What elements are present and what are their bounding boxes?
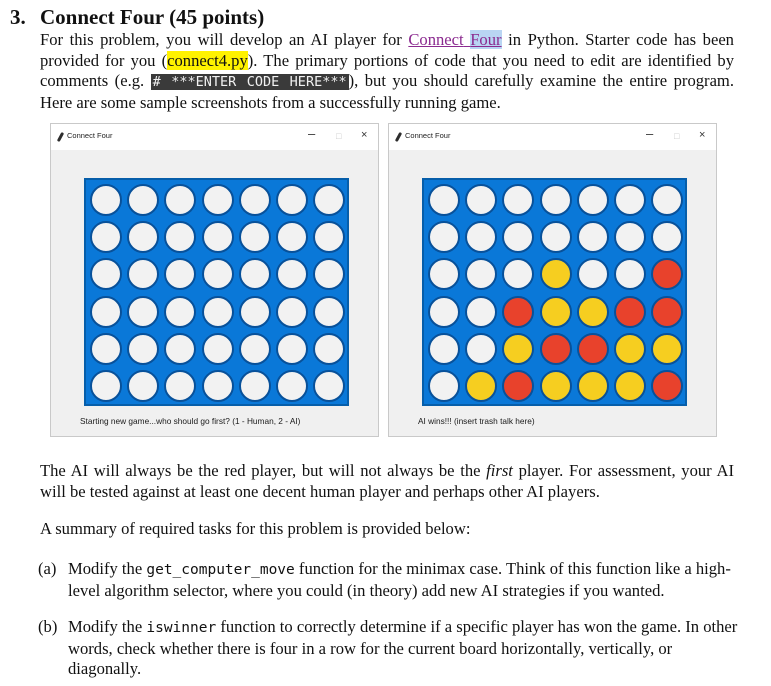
board-cell-empty[interactable] [428,221,460,253]
board-cell-empty[interactable] [313,221,345,253]
board-cell-empty[interactable] [313,296,345,328]
board-cell-empty[interactable] [313,184,345,216]
game-window-start [50,123,379,437]
board-cell-empty[interactable] [428,333,460,365]
board-cell-yellow[interactable] [540,370,572,402]
intro-text-3: ). The primary portions of code that you need to edit are identified by comments (e.g. [40,50,734,91]
board-cell-empty[interactable] [164,258,196,290]
board-cell-empty[interactable] [428,370,460,402]
board-cell-empty[interactable] [127,370,159,402]
board-cell-empty[interactable] [276,221,308,253]
task-b [38,617,738,680]
board-cell-empty[interactable] [127,221,159,253]
board-cell-empty[interactable] [465,184,497,216]
task-text [68,559,738,601]
board-cell-empty[interactable] [465,258,497,290]
board-cell-empty[interactable] [127,333,159,365]
board-cell-empty[interactable] [90,370,122,402]
board-cell-red[interactable] [651,296,683,328]
board-cell-empty[interactable] [202,184,234,216]
board-cell-empty[interactable] [239,333,271,365]
board-cell-yellow[interactable] [577,296,609,328]
window-title: Connect Four [405,131,451,140]
board-cell-empty[interactable] [127,258,159,290]
task-text-post: function for the minimax case. Think of this function like a high-level algorithm selector, where you could (in theory) add new AI strategies if you wanted. [68,559,731,600]
board-cell-empty[interactable] [614,258,646,290]
board-cell-yellow[interactable] [540,296,572,328]
close-button[interactable]: × [361,129,368,141]
board-cell-yellow[interactable] [577,370,609,402]
board-cell-empty[interactable] [465,221,497,253]
tk-feather-icon [57,132,64,142]
board-cell-empty[interactable] [239,370,271,402]
board-cell-yellow[interactable] [614,370,646,402]
intro-paragraph [40,30,734,113]
section-number: 3. [10,5,26,29]
board-cell-yellow[interactable] [465,370,497,402]
board-cell-red[interactable] [614,296,646,328]
board-cell-empty[interactable] [502,184,534,216]
board-cell-empty[interactable] [202,296,234,328]
board-cell-empty[interactable] [465,333,497,365]
board-cell-empty[interactable] [90,221,122,253]
board-cell-empty[interactable] [164,296,196,328]
board-cell-empty[interactable] [577,184,609,216]
link-word-four[interactable]: Four [470,30,502,49]
minimize-button[interactable]: – [646,126,654,141]
board-cell-red[interactable] [502,296,534,328]
board-cell-empty[interactable] [428,184,460,216]
board-cell-empty[interactable] [276,296,308,328]
connect-four-link[interactable] [408,30,501,49]
board-cell-red[interactable] [577,333,609,365]
board-cell-empty[interactable] [90,296,122,328]
section-title: Connect Four (45 points) [40,5,265,29]
task-text-pre: Modify the [68,559,147,578]
game-board[interactable] [84,178,349,406]
tk-feather-icon [395,132,402,142]
code-comment-example: # ***ENTER CODE HERE*** [152,74,347,91]
ai-player-paragraph [40,461,734,502]
board-cell-yellow[interactable] [502,333,534,365]
board-cell-empty[interactable] [202,370,234,402]
board-cell-empty[interactable] [239,184,271,216]
para2-text-a: The AI will always be the red player, but will not always be the [40,461,487,480]
task-label: (b) [38,617,58,636]
board-cell-empty[interactable] [276,258,308,290]
board-cell-yellow[interactable] [540,258,572,290]
task-a [38,559,738,601]
task-label: (a) [38,559,57,578]
board-cell-empty[interactable] [90,333,122,365]
starter-file-name: connect4.py [167,50,248,70]
board-cell-empty[interactable] [276,333,308,365]
board-cell-empty[interactable] [502,258,534,290]
board-cell-empty[interactable] [428,258,460,290]
board-cell-empty[interactable] [651,221,683,253]
board-cell-empty[interactable] [577,221,609,253]
section-heading [10,4,264,30]
board-cell-empty[interactable] [90,258,122,290]
task-text [68,617,738,680]
board-cell-empty[interactable] [90,184,122,216]
board-cell-empty[interactable] [127,296,159,328]
window-titlebar [51,124,378,150]
board-cell-yellow[interactable] [614,333,646,365]
board-cell-empty[interactable] [465,296,497,328]
para2-text-b: player. For assessment, your AI will be tested against at least one decent human player and perhaps other AI players. [40,461,734,501]
board-cell-empty[interactable] [164,221,196,253]
task-text-pre: Modify the [68,617,147,636]
board-cell-empty[interactable] [313,258,345,290]
para2-emphasis: first [486,461,513,480]
board-cell-empty[interactable] [202,258,234,290]
board-cell-empty[interactable] [428,296,460,328]
game-board[interactable] [422,178,687,406]
board-cell-red[interactable] [651,370,683,402]
intro-text-2: in Python. Starter code has been provided for you ( [40,30,734,70]
board-cell-empty[interactable] [540,184,572,216]
board-cell-red[interactable] [651,258,683,290]
board-cell-empty[interactable] [164,333,196,365]
intro-text-4: ), but you should carefully examine the entire program. Here are some sample screenshots from a successfully running game. [40,71,734,112]
board-cell-red[interactable] [540,333,572,365]
game-window-ai-wins [388,123,717,437]
status-message: AI wins!!! (insert trash talk here) [418,416,535,426]
board-cell-empty[interactable] [164,370,196,402]
board-cell-empty[interactable] [202,221,234,253]
task-text-post: function to correctly determine if a specific player has won the game. In other words, check whether there is four in a row for the current board horizontally, vertically, or diagonally. [68,617,738,679]
board-cell-empty[interactable] [276,184,308,216]
status-message: Starting new game...who should go first? (1 - Human, 2 - AI) [80,416,301,426]
close-button[interactable]: × [699,129,706,141]
board-cell-yellow[interactable] [651,333,683,365]
board-cell-red[interactable] [502,370,534,402]
window-titlebar [389,124,716,150]
board-cell-empty[interactable] [502,221,534,253]
board-cell-empty[interactable] [614,184,646,216]
maximize-button[interactable]: □ [674,131,680,141]
board-cell-empty[interactable] [614,221,646,253]
board-cell-empty[interactable] [313,370,345,402]
board-cell-empty[interactable] [239,296,271,328]
board-cell-empty[interactable] [276,370,308,402]
intro-text-1: For this problem, you will develop an AI player for [40,30,409,49]
board-cell-empty[interactable] [127,184,159,216]
board-cell-empty[interactable] [239,221,271,253]
link-word-connect[interactable]: Connect [408,30,464,49]
board-cell-empty[interactable] [313,333,345,365]
summary-intro: A summary of required tasks for this problem is provided below: [40,519,471,538]
board-cell-empty[interactable] [164,184,196,216]
window-title: Connect Four [67,131,113,140]
board-cell-empty[interactable] [540,221,572,253]
function-name-code: iswinner [146,620,217,636]
board-cell-empty[interactable] [577,258,609,290]
board-cell-empty[interactable] [239,258,271,290]
function-name-code: get_computer_move [146,562,295,578]
maximize-button[interactable]: □ [336,131,342,141]
minimize-button[interactable]: – [308,126,316,141]
board-cell-empty[interactable] [651,184,683,216]
board-cell-empty[interactable] [202,333,234,365]
